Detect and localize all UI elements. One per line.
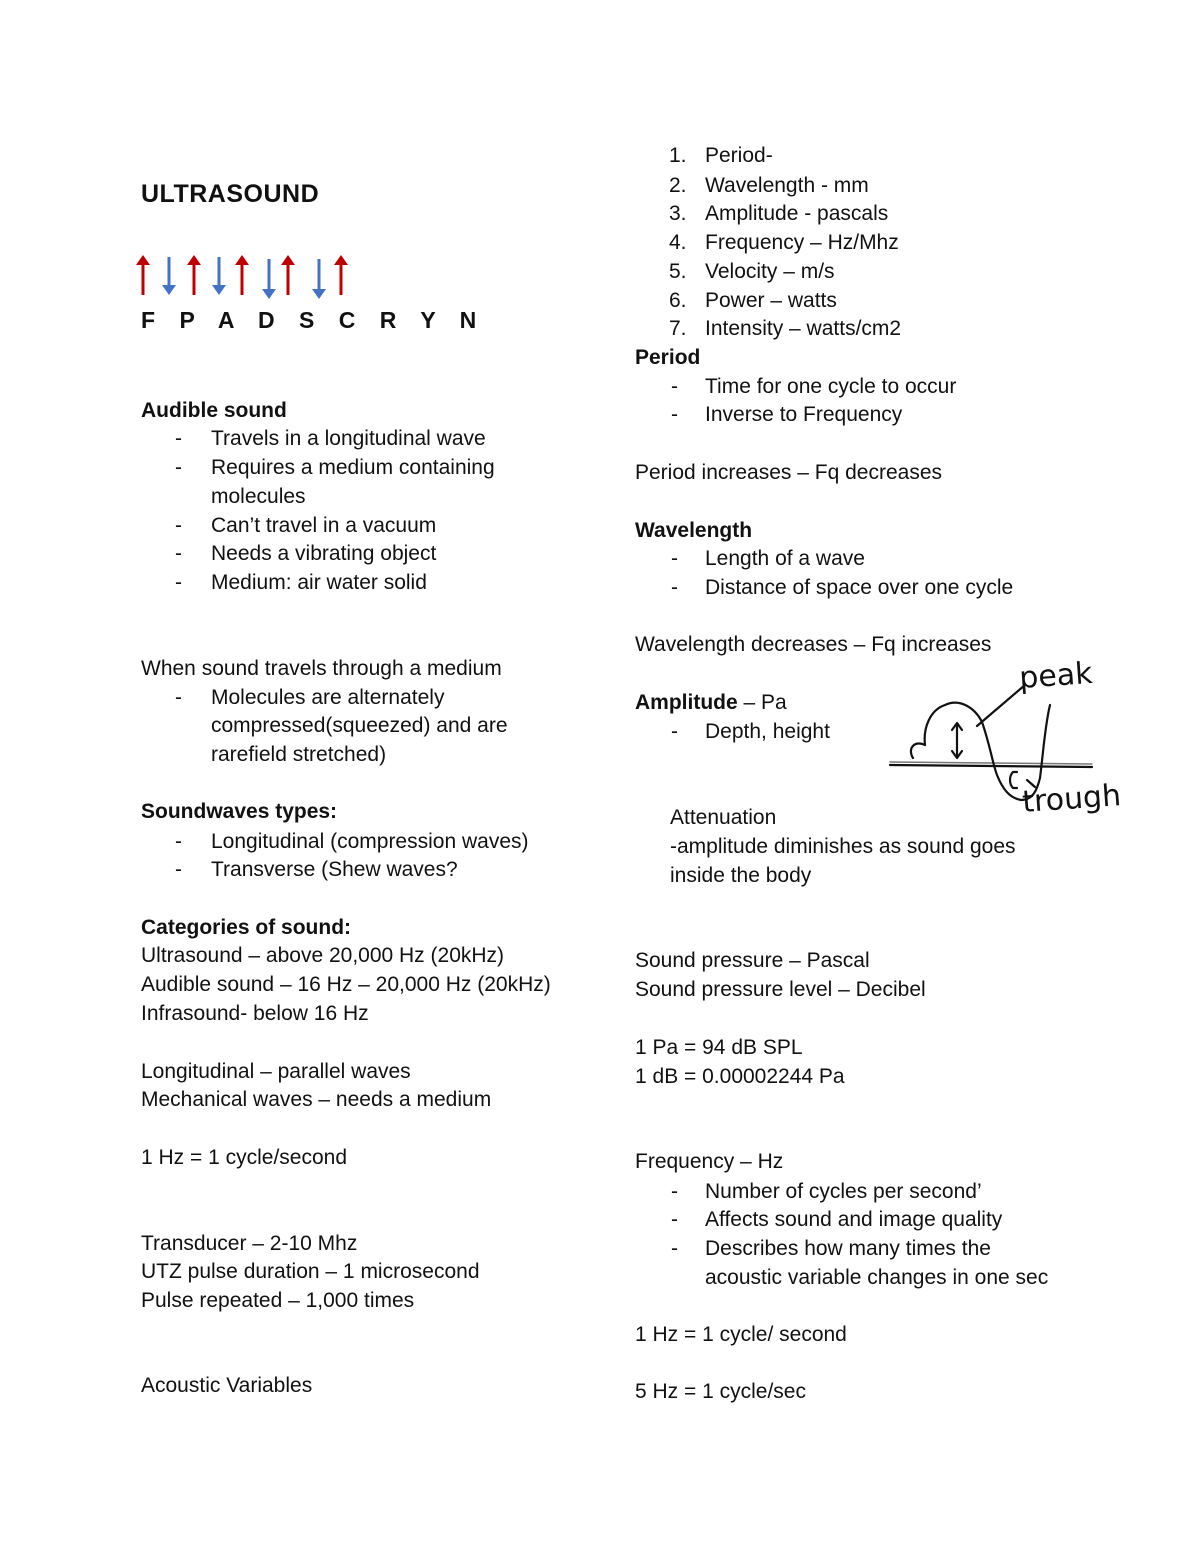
arrow-sequence bbox=[141, 255, 356, 300]
category-line: Infrasound- below 16 Hz bbox=[141, 1002, 369, 1025]
categories-heading: Categories of sound: bbox=[141, 916, 352, 939]
up-arrow-icon bbox=[235, 255, 249, 295]
list-item: - Medium: air water solid bbox=[175, 571, 427, 594]
numbered-item: 6. Power – watts bbox=[669, 289, 837, 312]
numbered-item: 1. Period- bbox=[669, 144, 773, 167]
list-item: - Transverse (Shew waves? bbox=[175, 858, 458, 881]
acoustic-variables-heading: Acoustic Variables bbox=[141, 1374, 313, 1397]
period-heading: Period bbox=[635, 346, 701, 369]
wavelength-relation: Wavelength decreases – Fq increases bbox=[635, 633, 992, 656]
list-item: - Length of a wave bbox=[671, 547, 865, 570]
list-item-continued: compressed(squeezed) and are bbox=[211, 714, 508, 737]
down-arrow-icon bbox=[312, 259, 326, 299]
list-item: - Describes how many times the bbox=[671, 1237, 991, 1260]
transducer-line: UTZ pulse duration – 1 microsecond bbox=[141, 1260, 480, 1283]
hz-line: 5 Hz = 1 cycle/sec bbox=[635, 1380, 806, 1403]
attenuation-line: inside the body bbox=[670, 864, 812, 887]
list-item: - Needs a vibrating object bbox=[175, 542, 437, 565]
frequency-heading: Frequency – Hz bbox=[635, 1150, 784, 1173]
attenuation-heading: Attenuation bbox=[670, 806, 777, 829]
conversion-line: 1 Pa = 94 dB SPL bbox=[635, 1036, 803, 1059]
list-item-continued: molecules bbox=[211, 485, 306, 508]
up-arrow-icon bbox=[136, 255, 150, 295]
numbered-item: 4. Frequency – Hz/Mhz bbox=[669, 231, 899, 254]
amplitude-heading: Amplitude – Pa bbox=[635, 691, 787, 714]
numbered-item: 3. Amplitude - pascals bbox=[669, 202, 889, 225]
list-item: - Travels in a longitudinal wave bbox=[175, 427, 486, 450]
transducer-line: Pulse repeated – 1,000 times bbox=[141, 1289, 415, 1312]
transducer-line: Transducer – 2-10 Mhz bbox=[141, 1232, 358, 1255]
trough-label: trough bbox=[1021, 778, 1123, 820]
list-item: - Distance of space over one cycle bbox=[671, 576, 1014, 599]
pressure-line: Sound pressure – Pascal bbox=[635, 949, 870, 972]
up-arrow-icon bbox=[334, 255, 348, 295]
audible-heading: Audible sound bbox=[141, 399, 287, 422]
wave-line: Longitudinal – parallel waves bbox=[141, 1060, 411, 1083]
hz-line: 1 Hz = 1 cycle/ second bbox=[635, 1323, 847, 1346]
pressure-line: Sound pressure level – Decibel bbox=[635, 978, 926, 1001]
page-title: ULTRASOUND bbox=[141, 180, 320, 208]
list-item-continued: rarefield stretched) bbox=[211, 743, 387, 766]
list-item: - Can’t travel in a vacuum bbox=[175, 514, 437, 537]
numbered-item: 7. Intensity – watts/cm2 bbox=[669, 317, 902, 340]
wavelength-heading: Wavelength bbox=[635, 519, 753, 542]
numbered-item: 2. Wavelength - mm bbox=[669, 174, 869, 197]
list-item: - Longitudinal (compression waves) bbox=[175, 830, 529, 853]
list-item: - Affects sound and image quality bbox=[671, 1208, 1003, 1231]
list-item: - Requires a medium containing bbox=[175, 456, 495, 479]
list-item: - Depth, height bbox=[671, 720, 830, 743]
medium-heading: When sound travels through a medium bbox=[141, 657, 502, 680]
list-item-continued: acoustic variable changes in one sec bbox=[705, 1266, 1049, 1289]
list-item: - Time for one cycle to occur bbox=[671, 375, 957, 398]
types-heading: Soundwaves types: bbox=[141, 800, 338, 823]
down-arrow-icon bbox=[262, 259, 276, 299]
down-arrow-icon bbox=[212, 257, 226, 295]
peak-label: peak bbox=[1018, 655, 1094, 696]
wave-sketch bbox=[885, 650, 1145, 830]
numbered-item: 5. Velocity – m/s bbox=[669, 260, 835, 283]
list-item: - Molecules are alternately bbox=[175, 686, 445, 709]
up-arrow-icon bbox=[187, 255, 201, 295]
category-line: Ultrasound – above 20,000 Hz (20kHz) bbox=[141, 944, 505, 967]
period-relation: Period increases – Fq decreases bbox=[635, 461, 942, 484]
conversion-line: 1 dB = 0.00002244 Pa bbox=[635, 1065, 845, 1088]
attenuation-line: -amplitude diminishes as sound goes bbox=[670, 835, 1016, 858]
hz-definition: 1 Hz = 1 cycle/second bbox=[141, 1146, 348, 1169]
mnemonic-letters: F P A D S C R Y N bbox=[141, 307, 486, 333]
category-line: Audible sound – 16 Hz – 20,000 Hz (20kHz) bbox=[141, 973, 551, 996]
up-arrow-icon bbox=[281, 255, 295, 295]
wave-line: Mechanical waves – needs a medium bbox=[141, 1088, 492, 1111]
down-arrow-icon bbox=[162, 257, 176, 295]
list-item: - Inverse to Frequency bbox=[671, 403, 903, 426]
list-item: - Number of cycles per second’ bbox=[671, 1180, 982, 1203]
